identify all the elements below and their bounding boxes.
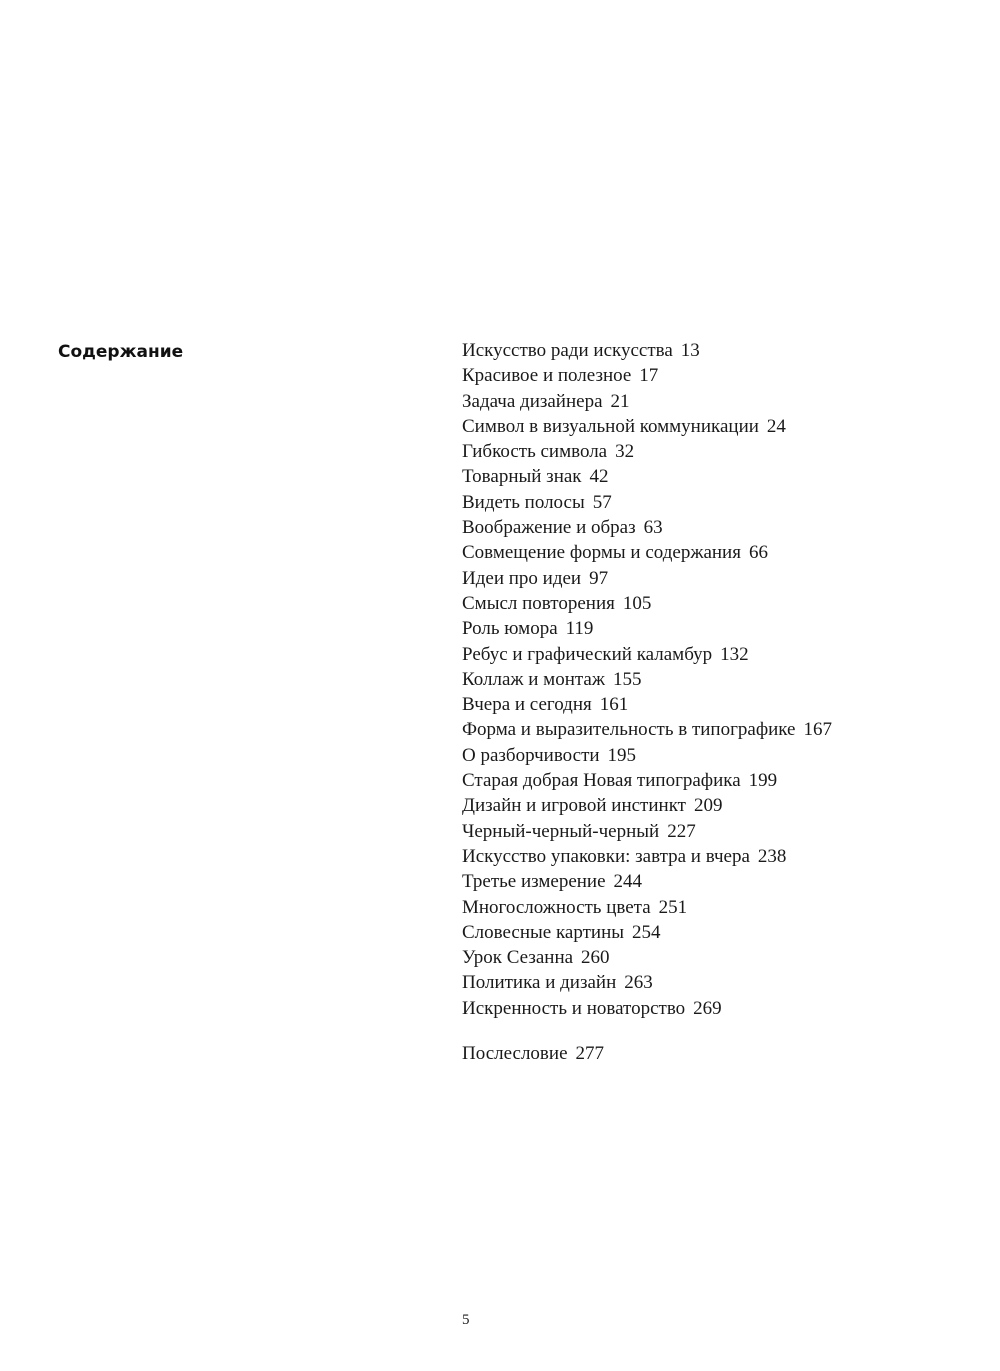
toc-entry [462, 895, 962, 920]
toc-entry-title: Видеть полосы [462, 491, 585, 513]
toc-entry [462, 844, 962, 869]
toc-entry [462, 819, 962, 844]
toc-entry [462, 970, 962, 995]
toc-entry [462, 464, 962, 489]
toc-entry-title: Искренность и новаторство [462, 997, 686, 1019]
toc-entry [462, 389, 962, 414]
toc-entry-title: Совмещение формы и содержания [462, 542, 741, 564]
toc-entry-page-number: 244 [613, 871, 643, 893]
toc-entry [462, 616, 962, 641]
toc-entry-title: Словесные картины [462, 921, 625, 943]
toc-entry-title: Искусство упаковки: завтра и вчера [462, 845, 750, 867]
toc-entry-page-number: 238 [757, 845, 787, 867]
toc-entry-page-number: 63 [643, 517, 663, 539]
toc-entry-title: Роль юмора [462, 618, 558, 640]
toc-entry-page-number: 251 [658, 896, 688, 918]
toc-entry-page-number: 209 [693, 795, 723, 817]
table-of-contents [462, 338, 962, 1021]
toc-entry-page-number: 132 [720, 643, 749, 665]
toc-entry-page-number: 167 [803, 719, 832, 741]
toc-entry-page-number: 32 [615, 441, 635, 463]
toc-entry-page-number: 195 [607, 744, 637, 766]
toc-entry-title: Идеи про идеи [462, 567, 582, 589]
contents-heading: Содержание [58, 342, 184, 362]
toc-entry [462, 667, 962, 692]
toc-entry-title: Коллаж и монтаж [462, 668, 605, 690]
toc-entry-title: Послесловие [462, 1043, 568, 1064]
toc-entry-title: О разборчивости [462, 744, 600, 766]
toc-entry-page-number: 263 [624, 972, 653, 994]
toc-entry-page-number: 260 [581, 947, 610, 969]
toc-entry-title: Урок Сезанна [462, 947, 574, 969]
toc-entry-title: Гибкость символа [462, 441, 608, 463]
toc-entry [462, 692, 962, 717]
toc-entry [462, 996, 962, 1021]
toc-entry-page-number: 21 [610, 390, 630, 412]
toc-entry-page-number: 119 [565, 618, 594, 640]
toc-entry-page-number: 42 [589, 466, 609, 488]
toc-entry [462, 363, 962, 388]
toc-entry [462, 869, 962, 894]
toc-entry-title: Искусство ради искусства [462, 340, 673, 361]
toc-entry [462, 717, 962, 742]
toc-entry-title: Дизайн и игровой инстинкт [462, 795, 686, 817]
toc-entry [462, 642, 962, 667]
toc-entry-title: Третье измерение [462, 871, 606, 893]
toc-entry-page-number: 13 [680, 340, 700, 361]
toc-entry-page-number: 227 [667, 820, 696, 842]
toc-entry-page-number: 57 [592, 491, 612, 513]
toc-entry-title: Старая добрая Новая типографика [462, 770, 741, 792]
toc-entry [462, 540, 962, 565]
toc-entry-page-number: 97 [589, 567, 609, 589]
toc-entry-page-number: 17 [639, 365, 659, 387]
toc-entry-page-number: 161 [599, 694, 629, 716]
toc-entry-title: Многосложность цвета [462, 896, 651, 918]
page-number: 5 [462, 1312, 470, 1328]
toc-entry [462, 591, 962, 616]
toc-entry [462, 439, 962, 464]
toc-entry-page-number: 277 [575, 1043, 605, 1064]
toc-entry [462, 920, 962, 945]
toc-entry-page-number: 199 [748, 770, 778, 792]
toc-entry [462, 566, 962, 591]
toc-entry-title: Политика и дизайн [462, 972, 617, 994]
toc-entry-page-number: 269 [693, 997, 722, 1019]
toc-entry [462, 768, 962, 793]
toc-entry-page-number: 155 [612, 668, 642, 690]
toc-entry-title: Вчера и сегодня [462, 694, 592, 716]
toc-entry-title: Черный-черный-черный [462, 820, 660, 842]
toc-entry-title: Воображение и образ [462, 517, 636, 539]
toc-entry-afterword [462, 1041, 604, 1066]
toc-entry-title: Ребус и графический каламбур [462, 643, 713, 665]
toc-entry-page-number: 105 [622, 592, 652, 614]
toc-entry-page-number: 66 [748, 542, 768, 564]
toc-entry-title: Красивое и полезное [462, 365, 632, 387]
toc-entry [462, 515, 962, 540]
toc-entry-page-number: 24 [766, 415, 786, 437]
toc-entry [462, 490, 962, 515]
toc-entry-title: Товарный знак [462, 466, 582, 488]
toc-entry-title: Форма и выразительность в типографике [462, 719, 796, 741]
toc-entry-title: Задача дизайнера [462, 390, 603, 412]
toc-entry [462, 945, 962, 970]
toc-entry-title: Смысл повторения [462, 592, 615, 614]
toc-entry-page-number: 254 [632, 921, 661, 943]
toc-entry [462, 414, 962, 439]
toc-entry [462, 793, 962, 818]
toc-entry [462, 743, 962, 768]
toc-entry [462, 338, 962, 363]
toc-entry-title: Символ в визуальной коммуникации [462, 415, 759, 437]
